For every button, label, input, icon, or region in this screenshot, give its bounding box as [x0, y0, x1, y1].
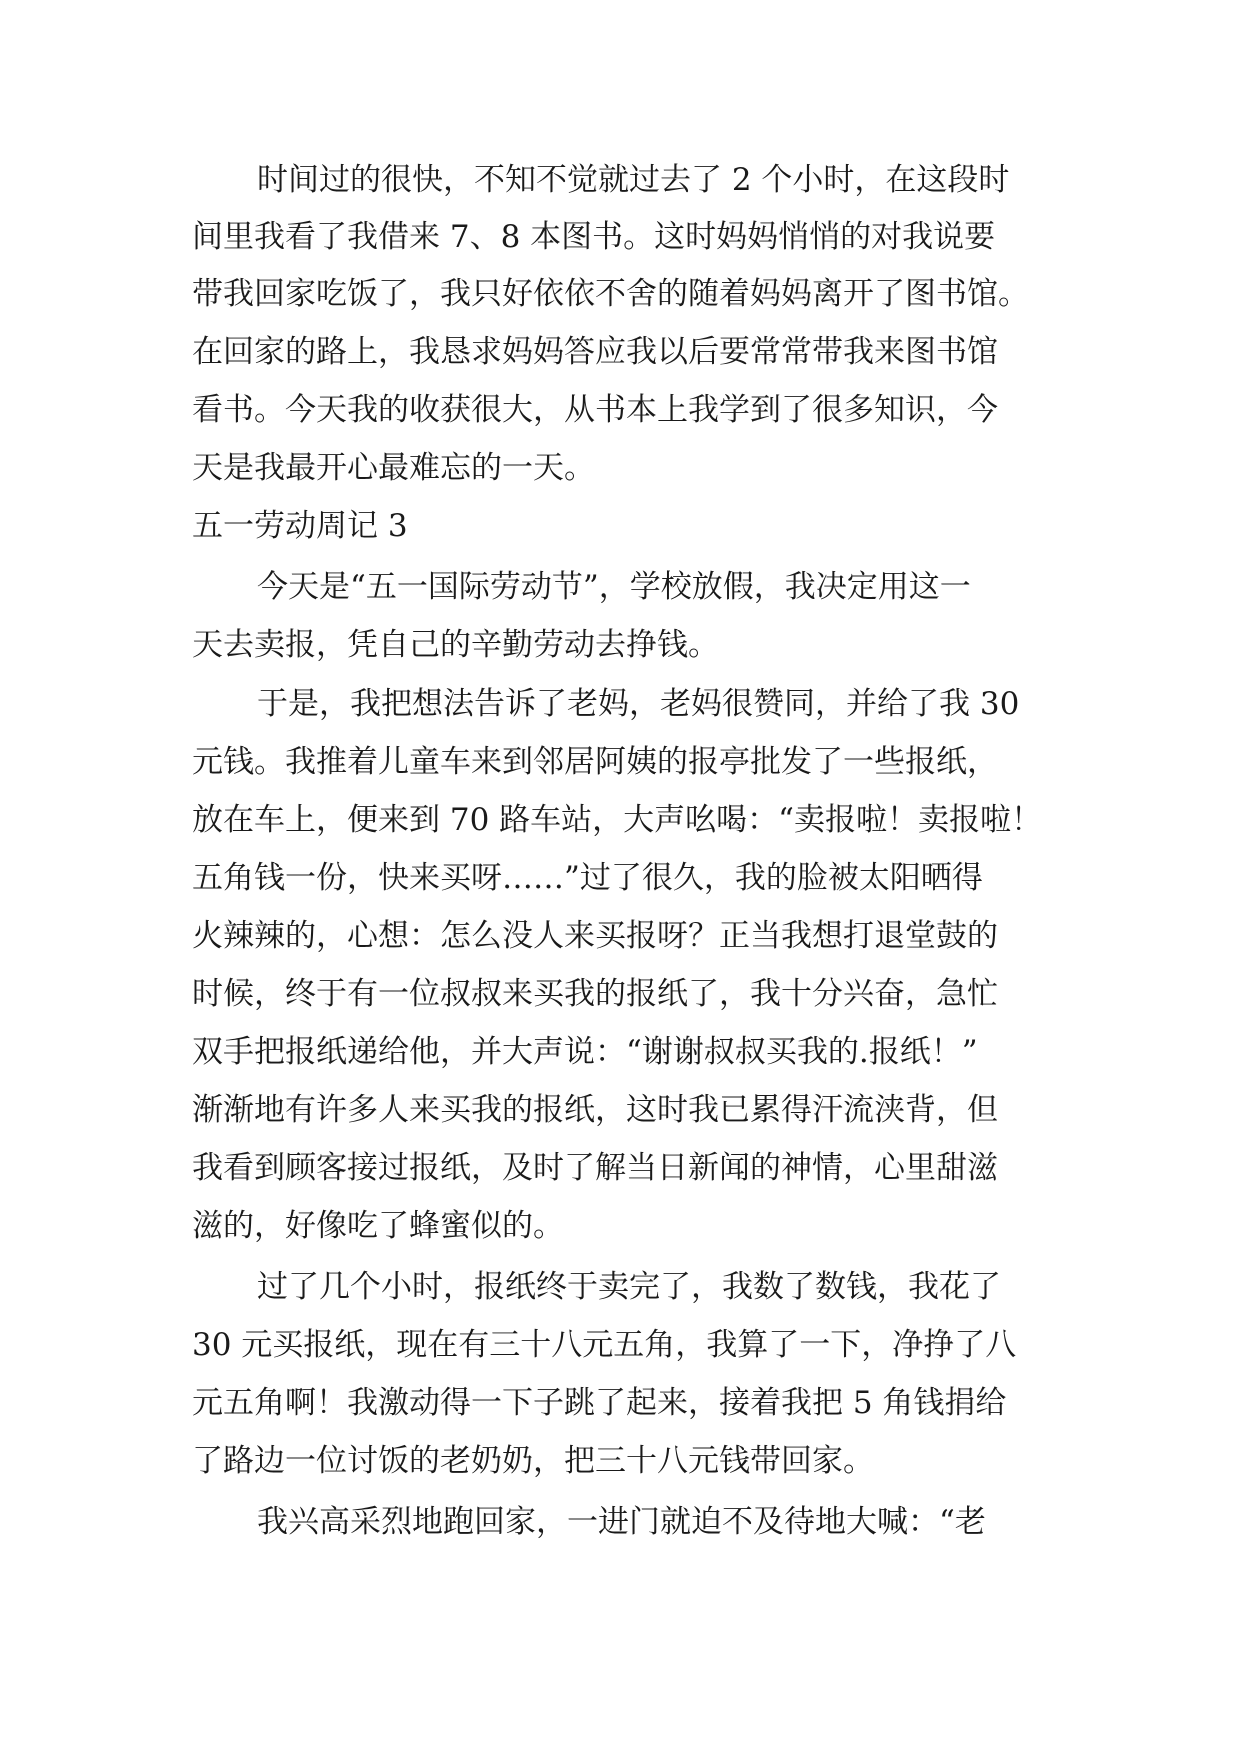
text-line: 时间过的很快，不知不觉就过去了 2 个小时，在这段时 [257, 162, 1010, 198]
text-line: 今天是“五一国际劳动节”，学校放假，我决定用这一 [257, 569, 971, 605]
text-line: 天是我最开心最难忘的一天。 [192, 450, 595, 486]
text-line: 放在车上，便来到 70 路车站，大声吆喝：“卖报啦！卖报啦！ [192, 802, 1042, 838]
text-line: 于是，我把想法告诉了老妈，老妈很赞同，并给了我 30 [257, 686, 1020, 722]
text-line: 时候，终于有一位叔叔来买我的报纸了，我十分兴奋，急忙 [192, 976, 998, 1012]
text-line: 间里我看了我借来 7、8 本图书。这时妈妈悄悄的对我说要 [192, 219, 996, 255]
text-line: 在回家的路上，我恳求妈妈答应我以后要常常带我来图书馆 [192, 334, 998, 370]
section-heading: 五一劳动周记 3 [192, 508, 408, 544]
text-line: 双手把报纸递给他，并大声说：“谢谢叔叔买我的.报纸！” [192, 1034, 978, 1070]
text-line: 五角钱一份，快来买呀……”过了很久，我的脸被太阳晒得 [192, 860, 983, 896]
text-line: 元钱。我推着儿童车来到邻居阿姨的报亭批发了一些报纸， [192, 744, 998, 780]
text-line: 火辣辣的，心想：怎么没人来买报呀？正当我想打退堂鼓的 [192, 918, 998, 954]
text-line: 30 元买报纸，现在有三十八元五角，我算了一下，净挣了八 [192, 1327, 1017, 1363]
text-line: 滋的，好像吃了蜂蜜似的。 [192, 1208, 564, 1244]
text-line: 渐渐地有许多人来买我的报纸，这时我已累得汗流浃背，但 [192, 1092, 998, 1128]
text-line: 看书。今天我的收获很大，从书本上我学到了很多知识，今 [192, 392, 998, 428]
text-line: 天去卖报，凭自己的辛勤劳动去挣钱。 [192, 627, 719, 663]
text-line: 元五角啊！我激动得一下子跳了起来，接着我把 5 角钱捐给 [192, 1385, 1007, 1421]
text-line: 带我回家吃饭了，我只好依依不舍的随着妈妈离开了图书馆。 [192, 276, 1029, 312]
text-line: 我兴高采烈地跑回家，一进门就迫不及待地大喊：“老 [257, 1504, 986, 1540]
text-line: 过了几个小时，报纸终于卖完了，我数了数钱，我花了 [257, 1269, 1001, 1305]
text-line: 了路边一位讨饭的老奶奶，把三十八元钱带回家。 [192, 1443, 874, 1479]
text-line: 我看到顾客接过报纸，及时了解当日新闻的神情，心里甜滋 [192, 1150, 998, 1186]
